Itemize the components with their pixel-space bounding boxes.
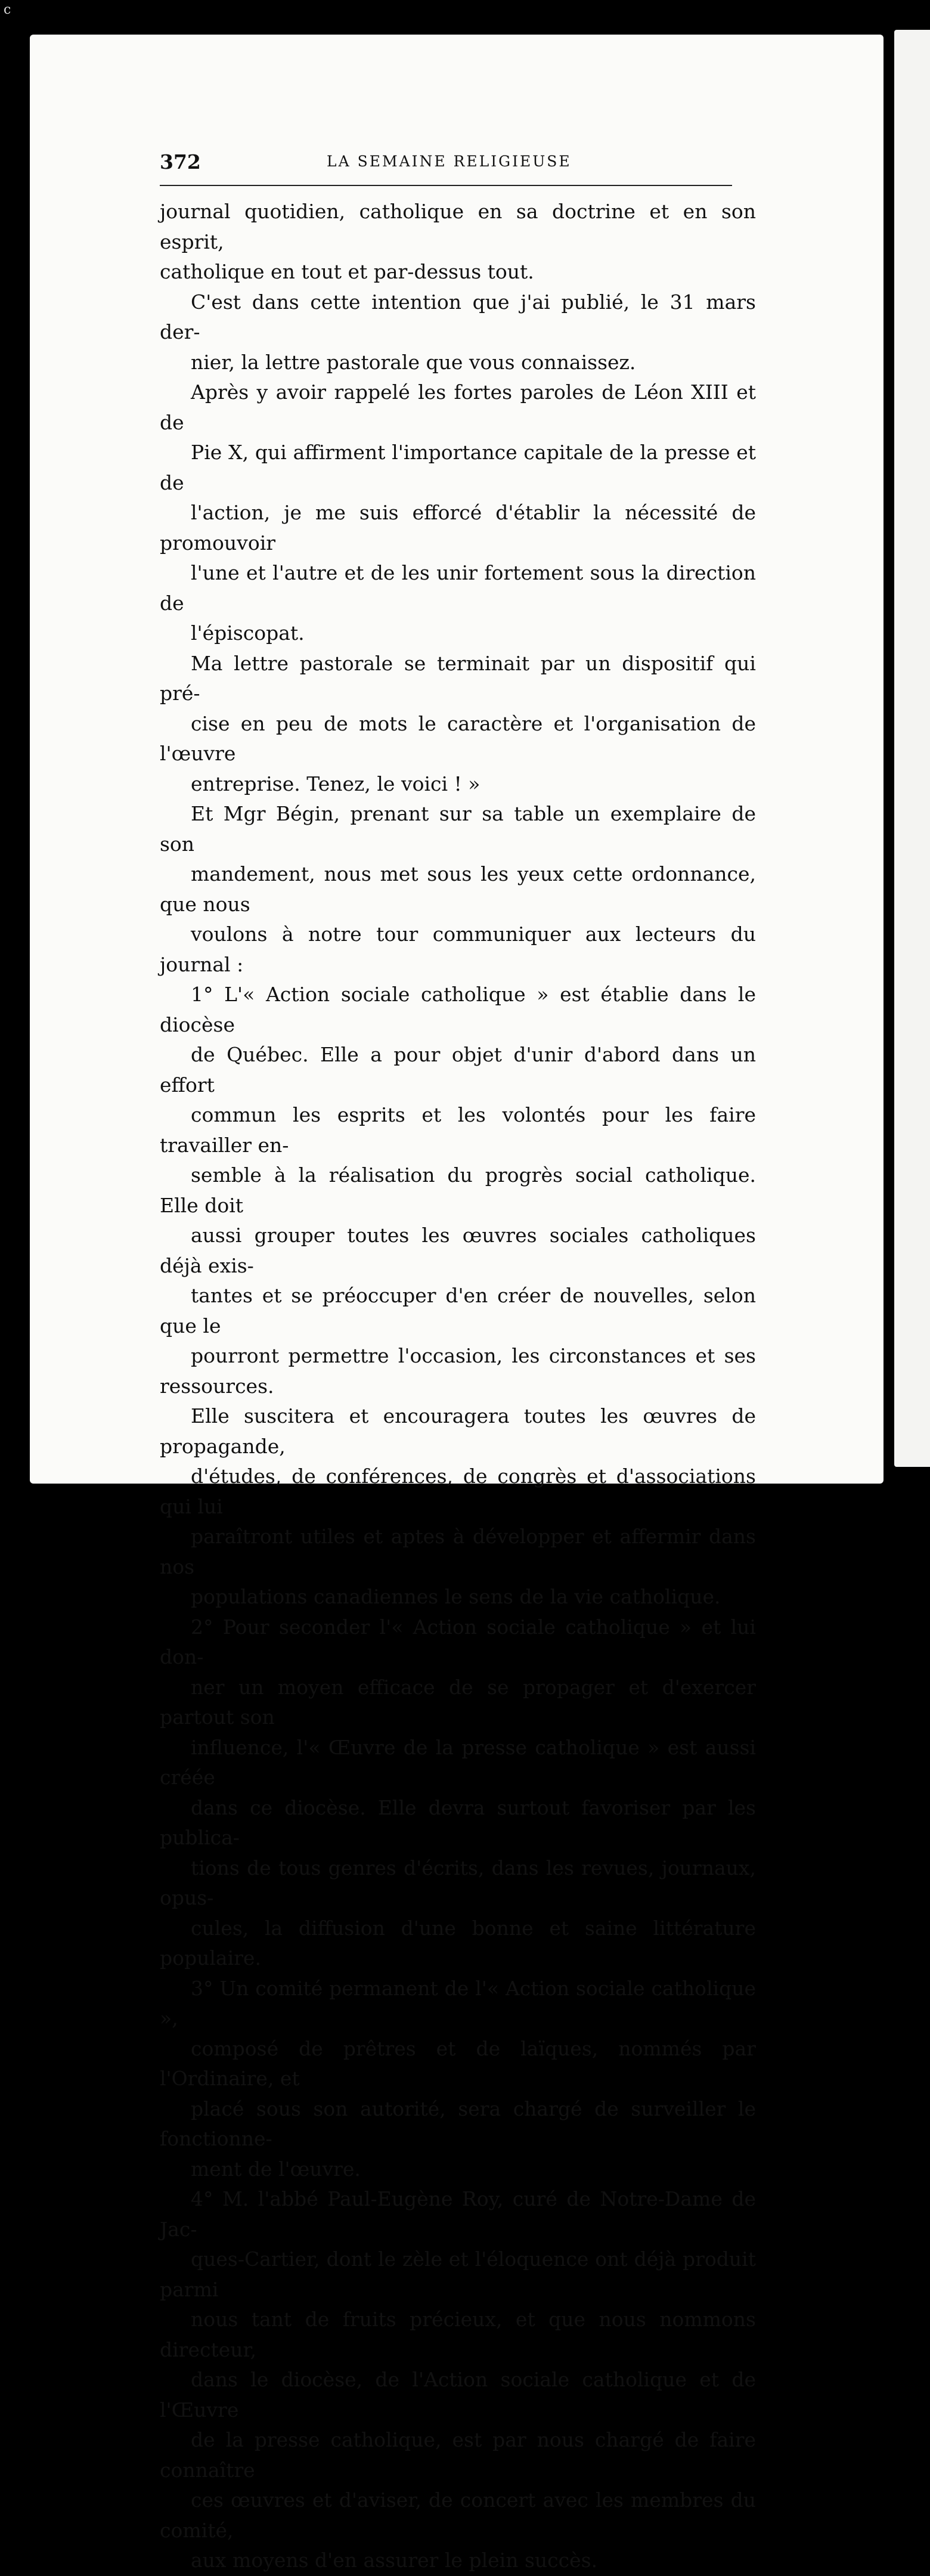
text-line: 3° Un comité permanent de l'« Action sociale catholique », [160,1976,756,2030]
header-rule [160,185,732,186]
text-line: 1° L'« Action sociale catholique » est établie dans le diocèse [160,983,756,1036]
text-line: journal quotidien, catholique en sa doctrine et en son esprit, [160,200,756,253]
paragraph [160,197,756,287]
text-line: tions de tous genres d'écrits, dans les revues, journaux, opus- [160,1856,756,1909]
text-line: commun les esprits et les volontés pour les faire travailler en- [160,1103,756,1157]
text-line: ner un moyen efficace de se propager et d'exercer partout son [160,1675,756,1729]
text-line: dans le diocèse, de l'Action sociale catholique et de l'Œuvre [160,2368,756,2422]
paragraph [160,799,756,980]
paragraph [160,377,756,649]
text-line: pourront permettre l'occasion, les circonstances et ses ressources. [160,1344,756,1398]
text-line: mandement, nous met sous les yeux cette ordonnance, que nous [160,862,756,916]
paragraph [160,980,756,1612]
paragraph [160,1612,756,1974]
adjacent-page-edge [894,30,930,1467]
text-line: C'est dans cette intention que j'ai publié, le 31 mars der- [160,290,756,343]
text-line: 2° Pour seconder l'« Action sociale catholique » et lui don- [160,1615,756,1668]
text-line: 4° M. l'abbé Paul-Eugène Roy, curé de Notre-Dame de Jac- [160,2187,756,2241]
text-line: ment de l'œuvre. [191,2157,361,2181]
text-line: dans ce diocèse. Elle devra surtout favoriser par les publica- [160,1795,756,1849]
running-head: LA SEMAINE RELIGIEUSE [327,153,572,170]
text-line: d'études, de conférences, de congrès et d'associations qui lui [160,1465,756,1518]
scan-edge-mark: c [4,2,11,17]
paragraph [160,2184,756,2576]
text-line: populations canadiennes le sens de la vie catholique. [191,1585,721,1608]
text-line: Après y avoir rappelé les fortes paroles de Léon XIII et de [160,380,756,434]
text-line: Ma lettre pastorale se terminait par un dispositif qui pré- [160,651,756,705]
text-line: de Québec. Elle a pour objet d'unir d'abord dans un effort [160,1043,756,1097]
text-line: nous tant de fruits précieux, et que nous nommons directeur, [160,2308,756,2361]
text-line: l'une et l'autre et de les unir fortement sous la direction de [160,561,756,615]
text-line: l'épiscopat. [191,621,305,645]
text-line: placé sous son autorité, sera chargé de surveiller le fonctionne- [160,2097,756,2150]
text-line: Elle suscitera et encouragera toutes les œuvres de propagande, [160,1404,756,1458]
text-line: paraîtront utiles et aptes à développer et affermir dans nos [160,1525,756,1578]
text-line: de la presse catholique, est par nous chargé de faire connaître [160,2428,756,2482]
text-line: cise en peu de mots le caractère et l'organisation de l'œuvre [160,711,756,765]
text-line: aussi grouper toutes les œuvres sociales catholiques déjà exis- [160,1224,756,1277]
text-line: ces œuvres et d'aviser, de concert avec les membres du comité, [160,2488,756,2542]
text-line: tantes et se préoccuper d'en créer de nouvelles, selon que le [160,1284,756,1337]
text-line: catholique en tout et par-dessus tout. [160,260,534,283]
text-line: nier, la lettre pastorale que vous connaissez. [191,350,636,374]
text-line: ques-Cartier, dont le zèle et l'éloquence ont déjà produit parmi [160,2247,756,2301]
page-header [160,150,732,180]
text-line: aux moyens d'en assurer le plein succès. [191,2549,598,2572]
text-line: influence, l'« Œuvre de la presse catholique » est aussi créée [160,1735,756,1789]
paragraph [160,287,756,378]
text-line: entreprise. Tenez, le voici ! » [191,772,480,795]
text-line: Et Mgr Bégin, prenant sur sa table un exemplaire de son [160,802,756,856]
page-number: 372 [160,150,201,174]
text-line: semble à la réalisation du progrès social catholique. Elle doit [160,1163,756,1217]
body-text [160,197,756,2576]
paragraph [160,649,756,800]
text-line: cules, la diffusion d'une bonne et saine littérature populaire. [160,1916,756,1970]
text-line: Pie X, qui affirment l'importance capitale de la presse et de [160,441,756,494]
text-line: composé de prêtres et de laïques, nommés par l'Ordinaire, et [160,2036,756,2090]
text-line: l'action, je me suis efforcé d'établir la nécessité de promouvoir [160,501,756,555]
text-line: voulons à notre tour communiquer aux lecteurs du journal : [160,922,756,976]
paragraph [160,1974,756,2185]
